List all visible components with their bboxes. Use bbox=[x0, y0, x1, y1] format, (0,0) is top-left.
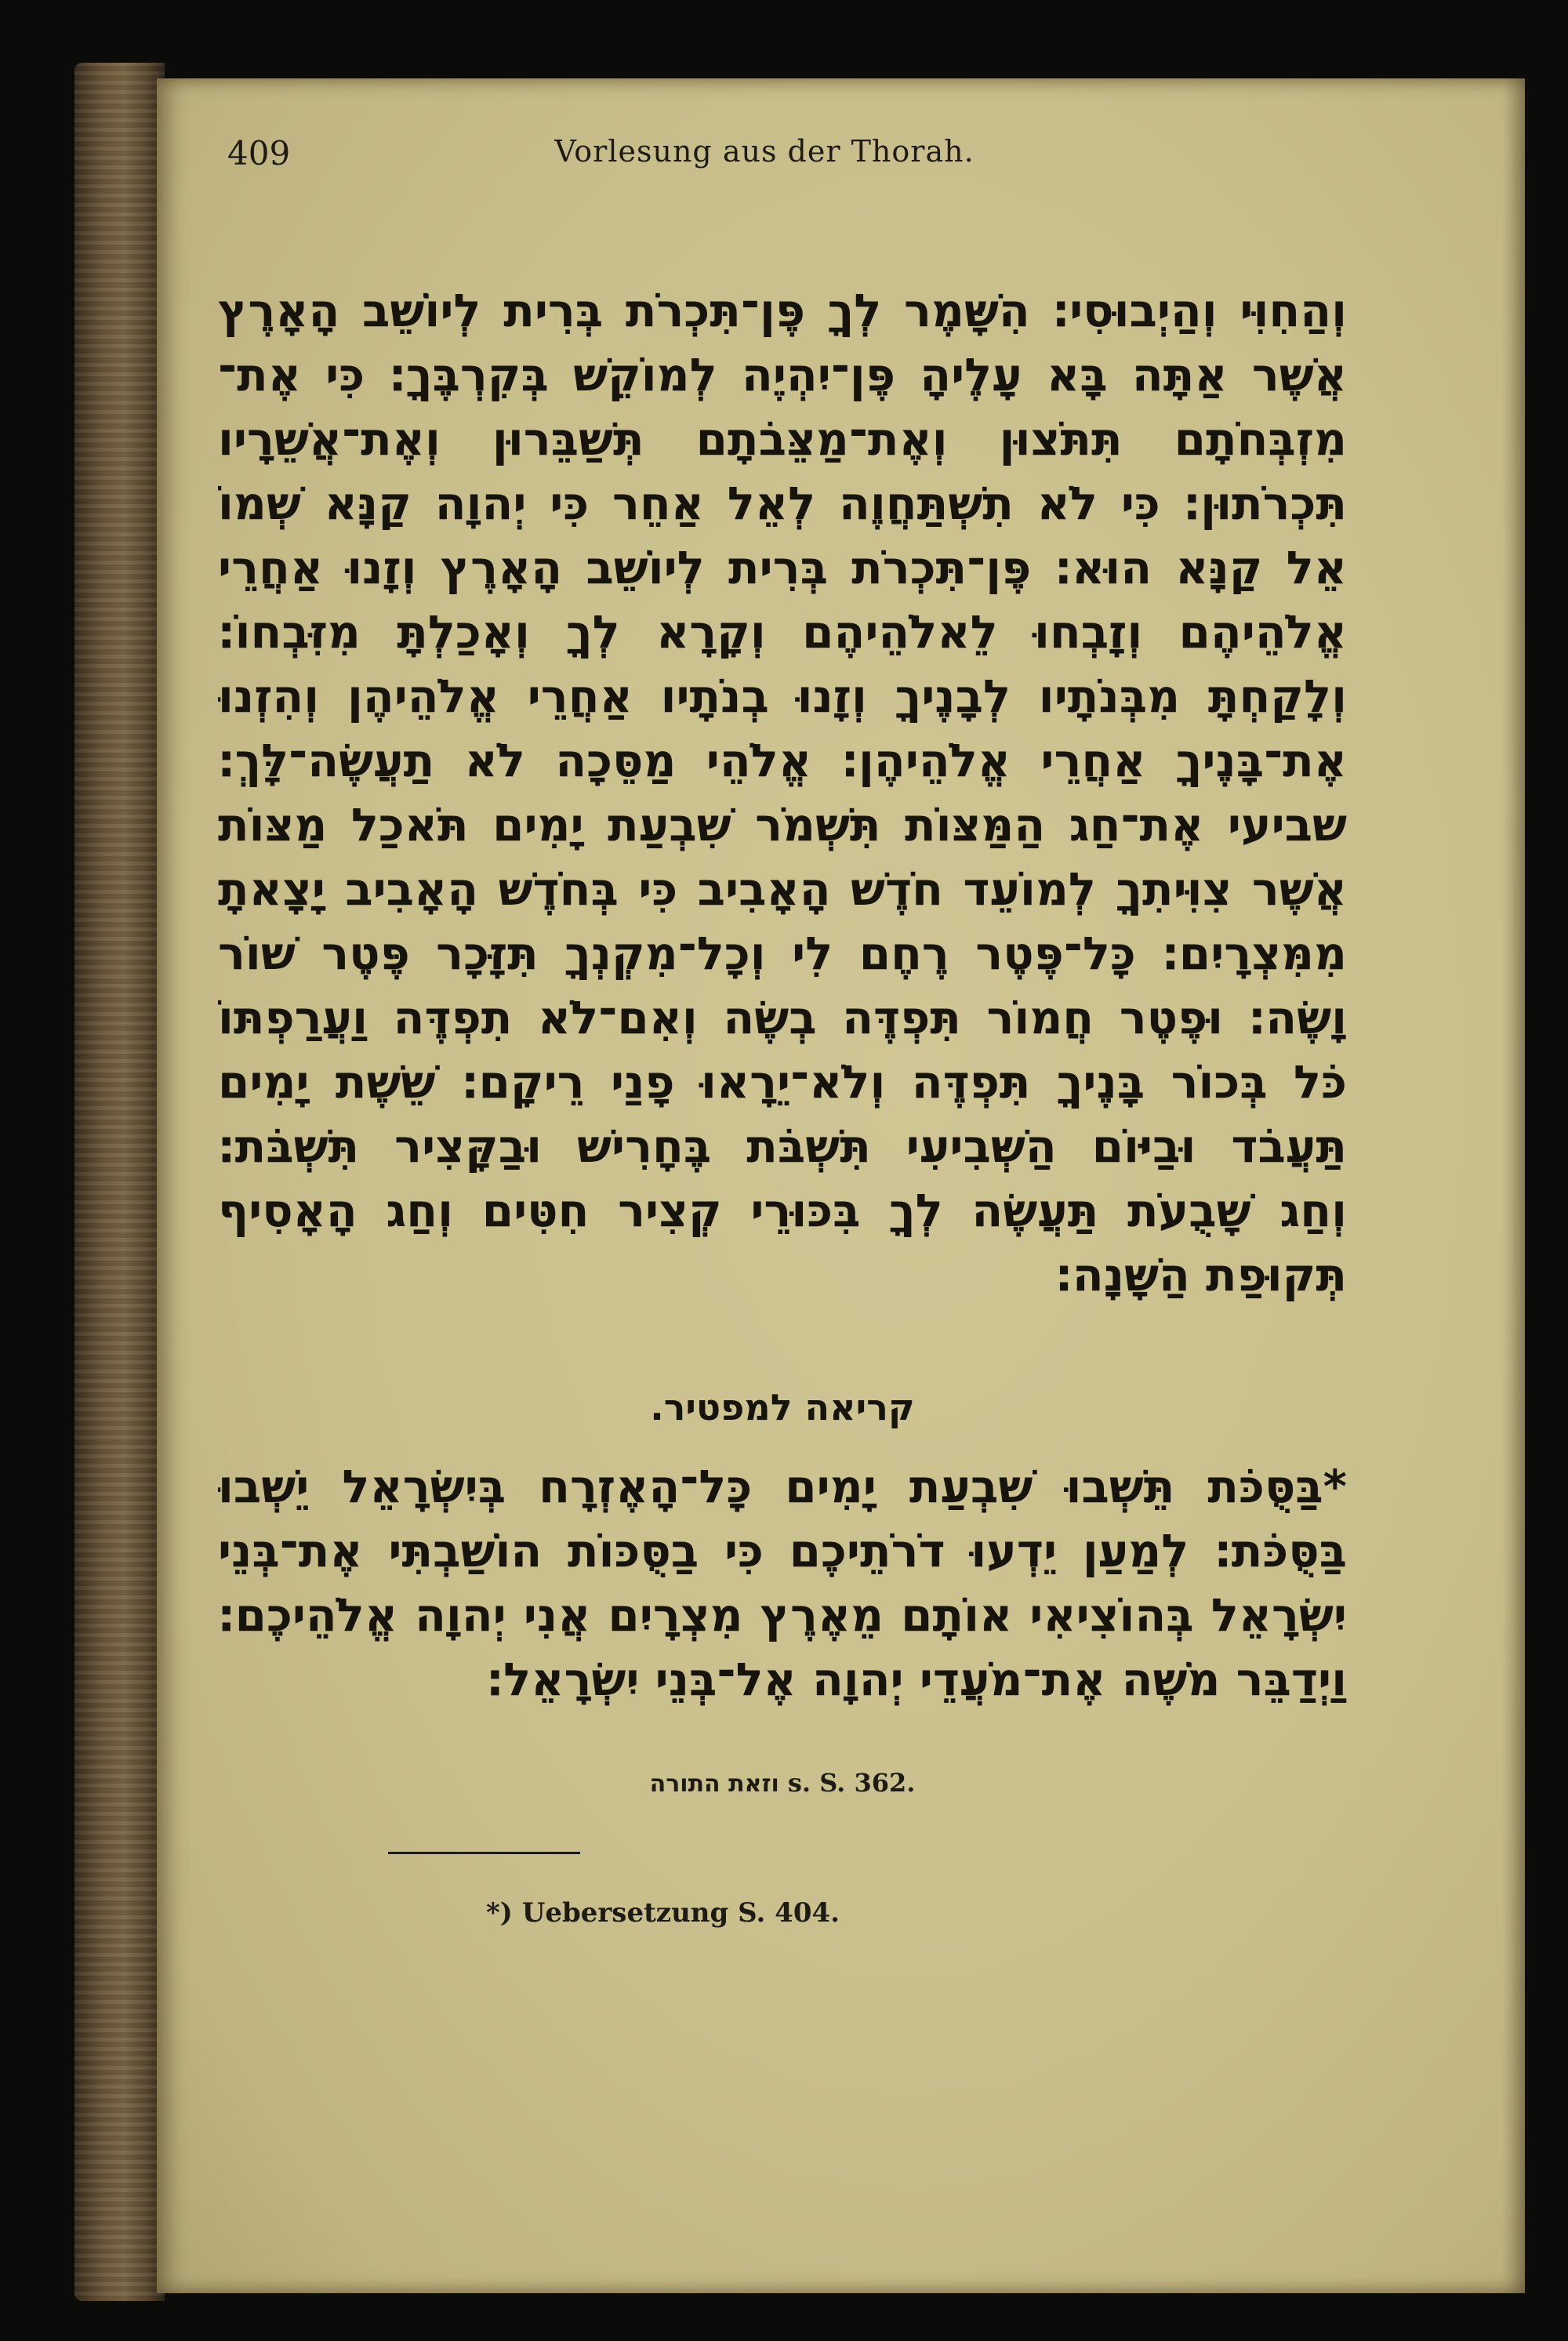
hebrew-text-line: וְחַג שָׁבֻעֹת תַּעֲשֶׂה לְךָ בִּכּוּרֵי קְצִיר חִטִּים וְחַג הָאָסִיף bbox=[218, 1184, 1347, 1237]
hebrew-text-line: אֶת־בָּנֶיךָ אַחֲרֵי אֱלֹהֵיהֶן׃ אֱלֹהֵי מַסֵּכָה לֹא תַעֲשֶׂה־לָּךְ׃ bbox=[218, 734, 1347, 787]
spine-texture bbox=[74, 63, 165, 2301]
hebrew-text-line: כֹּל בְּכוֹר בָּנֶיךָ תִּפְדֶּה וְלֹא־יֵרָאוּ פָנַי רֵיקָם׃ שֵׁשֶׁת יָמִים bbox=[218, 1055, 1347, 1109]
hebrew-text-line: תַּעֲבֹד וּבַיּוֹם הַשְּׁבִיעִי תִּשְׁבֹּת בֶּחָרִישׁ וּבַקָּצִיר תִּשְׁבֹּת׃ bbox=[218, 1120, 1347, 1173]
footnote: *) Uebersetzung S. 404. bbox=[486, 1897, 840, 1929]
hebrew-text-line: מִזְבְּחֹתָם תִּתֹּצוּן וְאֶת־מַצֵּבֹתָם תְּשַׁבֵּרוּן וְאֶת־אֲשֵׁרָיו bbox=[218, 412, 1347, 466]
hebrew-text-line: אֲשֶׁר צִוִּיתִךָ לְמוֹעֵד חֹדֶשׁ הָאָבִיב כִּי בְּחֹדֶשׁ הָאָבִיב יָצָאתָ bbox=[218, 862, 1347, 916]
hebrew-text-line: מִמִּצְרָיִם׃ כָּל־פֶּטֶר רֶחֶם לִי וְכָל־מִקְנְךָ תִּזָּכָר פֶּטֶר שׁוֹר bbox=[218, 927, 1347, 980]
page-header bbox=[227, 129, 1301, 192]
hebrew-text-line: תְּקוּפַת הַשָּׁנָה׃ bbox=[1055, 1248, 1347, 1301]
footnote-divider bbox=[388, 1852, 580, 1854]
hebrew-text-line: אֱלֹהֵיהֶם וְזָבְחוּ לֵאלֹהֵיהֶם וְקָרָא לְךָ וְאָכַלְתָּ מִזִּבְחוֹ׃ bbox=[218, 605, 1347, 659]
maftir-reading-text bbox=[218, 1454, 1347, 1711]
hebrew-text-line: וְהַחִוִּי וְהַיְבוּסִי׃ הִשָּׁמֶר לְךָ פֶּן־תִּכְרֹת בְּרִית לְיוֹשֵׁב הָאָרֶץ bbox=[218, 284, 1347, 337]
maftir-text-line: יִשְׂרָאֵל בְּהוֹצִיאִי אוֹתָם מֵאֶרֶץ מִצְרָיִם אֲנִי יְהוָה אֱלֹהֵיכֶם׃ bbox=[218, 1588, 1347, 1642]
page-number: 409 bbox=[227, 134, 291, 172]
maftir-heading: קריאה למפטיר. bbox=[650, 1386, 915, 1428]
cross-reference bbox=[218, 1768, 1347, 1798]
reference-text: s. S. 362. bbox=[787, 1768, 916, 1798]
hebrew-text-line: שביעי אֶת־חַג הַמַּצּוֹת תִּשְׁמֹר שִׁבְעַת יָמִים תֹּאכַל מַצּוֹת bbox=[218, 798, 1347, 851]
running-title: Vorlesung aus der Thorah. bbox=[554, 134, 975, 169]
maftir-text-line: וַיְדַבֵּר מֹשֶׁה אֶת־מֹעֲדֵי יְהוָה אֶל־בְּנֵי יִשְׂרָאֵל׃ bbox=[486, 1653, 1347, 1706]
reference-hebrew: וזאת התורה bbox=[649, 1770, 779, 1798]
torah-reading-text bbox=[218, 278, 1347, 1307]
book-spine bbox=[74, 63, 165, 2301]
hebrew-text-line: אֵל קַנָּא הוּא׃ פֶּן־תִּכְרֹת בְּרִית לְיוֹשֵׁב הָאָרֶץ וְזָנוּ אַחֲרֵי bbox=[218, 541, 1347, 594]
maftir-text-line: בַּסֻּכֹּת׃ לְמַעַן יֵדְעוּ דֹרֹתֵיכֶם כִּי בַסֻּכּוֹת הוֹשַׁבְתִּי אֶת־בְּנֵי bbox=[218, 1524, 1347, 1577]
hebrew-text-line: תִּכְרֹתוּן׃ כִּי לֹא תִשְׁתַּחֲוֶה לְאֵל אַחֵר כִּי יְהוָה קַנָּא שְׁמוֹ bbox=[218, 477, 1347, 530]
page-edge-shadow bbox=[1501, 78, 1525, 2293]
maftir-text-line: *בַּסֻּכֹּת תֵּשְׁבוּ שִׁבְעַת יָמִים כָּל־הָאֶזְרָח בְּיִשְׂרָאֵל יֵשְׁבוּ bbox=[218, 1460, 1347, 1513]
hebrew-text-line: וָשֶׂה׃ וּפֶטֶר חֲמוֹר תִּפְדֶּה בְשֶׂה וְאִם־לֹא תִפְדֶּה וַעֲרַפְתּוֹ bbox=[218, 991, 1347, 1044]
hebrew-text-line: וְלָקַחְתָּ מִבְּנֹתָיו לְבָנֶיךָ וְזָנוּ בְנֹתָיו אַחֲרֵי אֱלֹהֵיהֶן וְהִזְנוּ bbox=[218, 670, 1347, 723]
hebrew-text-line: אֲשֶׁר אַתָּה בָּא עָלֶיהָ פֶּן־יִהְיֶה לְמוֹקֵשׁ בְּקִרְבֶּךָ׃ כִּי אֶת־ bbox=[218, 348, 1347, 401]
